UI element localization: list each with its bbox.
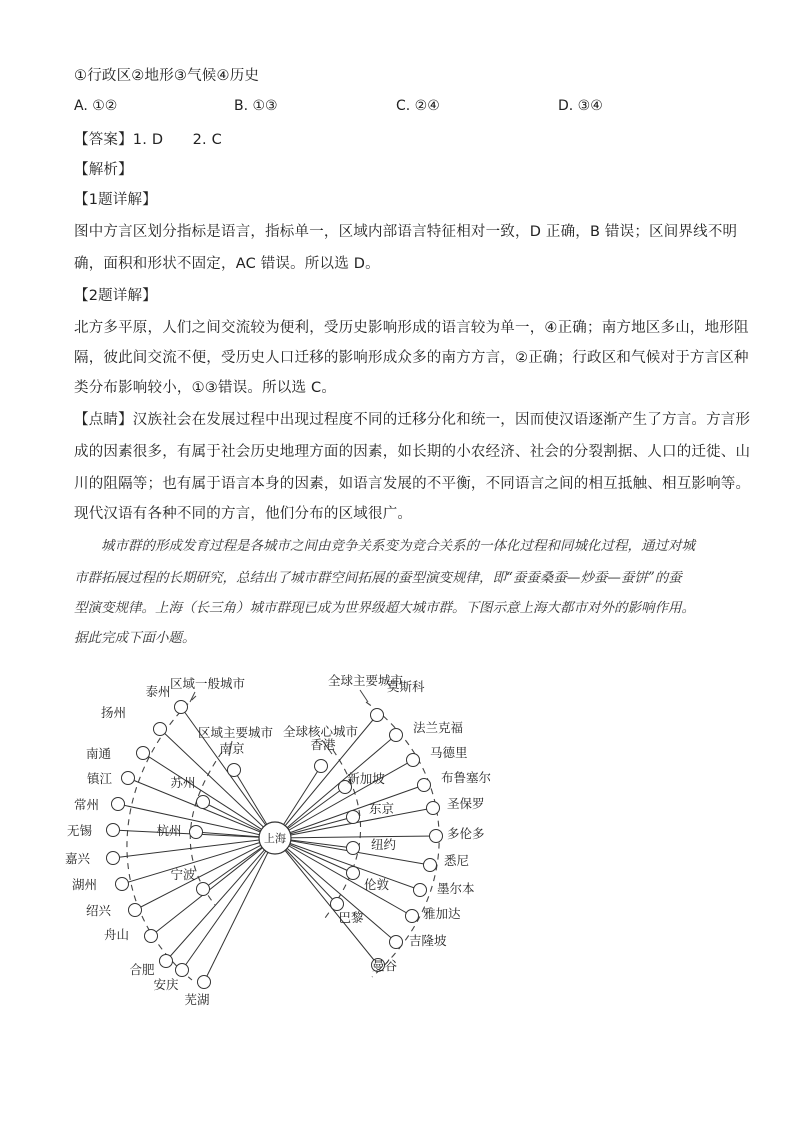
spoke-left_outer-11 — [182, 838, 275, 970]
q2-line-1: 北方多平原，人们之间交流较为便利，受历史影响形成的语言较为单一，④正确；南方地区多山，地形阻 — [74, 320, 749, 336]
city-label: 泰州 — [145, 684, 171, 699]
comment-line-2: 成的因素很多，有属于社会历史地理方面的因素，如长期的小农经济、社会的分裂割据、人口的迁徙、山 — [74, 444, 751, 460]
city-label: 法兰克福 — [413, 720, 464, 735]
city-node — [198, 976, 211, 989]
q1-line-2: 确，面积和形状不固定，AC 错误。所以选 D。 — [74, 256, 380, 272]
city-node — [406, 910, 419, 923]
city-node — [390, 936, 403, 949]
city-label: 纽约 — [371, 837, 397, 852]
city-label: 镇江 — [86, 771, 112, 786]
stem-line-3: 型演变规律。上海（长三角）城市群现已成为世界级超大城市群。下图示意上海大都市对外的影响作用。 — [74, 600, 695, 616]
option-a[interactable]: A. ①② — [74, 98, 118, 114]
arc-regional-general — [127, 696, 196, 980]
spoke-right_outer-10 — [275, 838, 378, 965]
city-label: 芜湖 — [184, 992, 210, 1007]
q2-line-3: 类分布影响较小，①③错误。所以选 C。 — [74, 380, 337, 396]
city-node — [175, 701, 188, 714]
city-label: 雅加达 — [423, 906, 461, 921]
spoke-left_outer-9 — [151, 838, 275, 936]
city-label: 东京 — [369, 801, 395, 816]
city-node — [347, 842, 360, 855]
comment-line-3: 川的阻隔等；也有属于语言本身的因素，如语言发展的不平衡，不同语言之间的相互抵触、相互影响等。 — [74, 476, 751, 492]
city-label: 墨尔本 — [437, 881, 475, 896]
caption-global-major: 全球主要城市 — [328, 673, 404, 688]
city-label: 莫斯科 — [387, 679, 425, 694]
leader-global-major — [360, 690, 368, 702]
city-node — [197, 796, 210, 809]
city-label: 香港 — [310, 737, 336, 752]
caption-regional-major: 区域主要城市 — [198, 725, 274, 740]
city-label: 宁波 — [170, 867, 196, 882]
stem-line-1: 城市群的形成发育过程是各城市之间由竞争关系变为竞合关系的一体化过程和同城化过程，通过对城 — [74, 538, 695, 554]
city-label: 南京 — [219, 741, 245, 756]
q1-line-1: 图中方言区划分指标是语言，指标单一，区域内部语言特征相对一致，D 正确，B 错误；区间界线不明 — [74, 224, 738, 240]
city-node — [407, 754, 420, 767]
comment-line-1: 【点睛】汉族社会在发展过程中出现过程度不同的迁移分化和统一，因而使汉语逐渐产生了方言。方言形 — [74, 412, 751, 428]
city-node — [107, 852, 120, 865]
city-node — [112, 798, 125, 811]
hub-label: 上海 — [264, 832, 286, 845]
stem-line-4: 据此完成下面小题。 — [74, 630, 196, 646]
city-node — [371, 709, 384, 722]
city-node — [176, 964, 189, 977]
option-b[interactable]: B. ①③ — [234, 98, 278, 114]
city-label: 布鲁塞尔 — [441, 770, 492, 785]
city-label: 南通 — [85, 746, 111, 761]
city-label: 安庆 — [153, 977, 179, 992]
city-label: 伦敦 — [364, 877, 390, 892]
comment-line-4: 现代汉语有各种不同的方言，他们分布的区域很广。 — [74, 506, 413, 522]
city-label: 悉尼 — [444, 853, 470, 868]
answer-line: 【答案】1. D 2. C — [74, 132, 222, 148]
caption-regional-general: 区域一般城市 — [170, 676, 246, 691]
city-node — [418, 779, 431, 792]
city-label: 苏州 — [170, 775, 196, 790]
spoke-right_outer-5 — [275, 836, 436, 838]
city-node — [160, 955, 173, 968]
city-label: 扬州 — [100, 705, 126, 720]
stem-line-2: 市群拓展过程的长期研究，总结出了城市群空间拓展的蚕型演变规律，即“蚕蚕桑蚕—炒蚕—蚕饼”的蚕 — [74, 570, 682, 586]
city-node — [116, 878, 129, 891]
city-node — [137, 747, 150, 760]
city-node — [347, 867, 360, 880]
analysis-label: 【解析】 — [74, 162, 133, 178]
option-d[interactable]: D. ③④ — [558, 98, 603, 114]
city-node — [427, 802, 440, 815]
city-node — [347, 811, 360, 824]
city-node — [315, 760, 328, 773]
city-node — [228, 764, 241, 777]
q2-line-2: 隔，彼此间交流不便，受历史人口迁移的影响形成众多的南方方言，②正确；行政区和气候对于方言区种 — [74, 350, 749, 366]
answer-options — [74, 98, 734, 118]
city-node — [145, 930, 158, 943]
spoke-left_outer-10 — [166, 838, 275, 961]
spoke-right_outer-2 — [275, 760, 413, 838]
city-label: 杭州 — [156, 823, 182, 838]
q2-label: 【2题详解】 — [74, 288, 157, 304]
city-node — [430, 830, 443, 843]
city-node — [197, 883, 210, 896]
city-node — [331, 898, 344, 911]
city-label: 多伦多 — [447, 826, 485, 841]
city-label: 合肥 — [129, 962, 155, 977]
city-node — [414, 884, 427, 897]
city-node — [390, 729, 403, 742]
spoke-left_outer-12 — [204, 838, 275, 982]
city-node — [154, 723, 167, 736]
city-label: 曼谷 — [372, 958, 398, 973]
city-node — [107, 824, 120, 837]
option-c[interactable]: C. ②④ — [396, 98, 440, 114]
city-label: 马德里 — [430, 745, 468, 760]
city-node — [190, 826, 203, 839]
city-label: 舟山 — [103, 927, 129, 942]
city-label: 常州 — [73, 797, 99, 812]
city-label: 嘉兴 — [64, 851, 90, 866]
city-label: 新加坡 — [347, 771, 385, 786]
shanghai-influence-diagram — [0, 660, 794, 1020]
city-node — [424, 859, 437, 872]
caption-global-core: 全球核心城市 — [283, 724, 359, 739]
question-tail: ①行政区②地形③气候④历史 — [74, 68, 260, 84]
city-label: 湖州 — [71, 877, 97, 892]
city-label: 绍兴 — [85, 903, 111, 918]
city-label: 无锡 — [66, 823, 92, 838]
city-label: 吉隆坡 — [409, 933, 447, 948]
city-label: 圣保罗 — [447, 796, 485, 811]
city-label: 巴黎 — [338, 910, 364, 925]
city-node — [122, 772, 135, 785]
city-node — [129, 904, 142, 917]
q1-label: 【1题详解】 — [74, 192, 157, 208]
